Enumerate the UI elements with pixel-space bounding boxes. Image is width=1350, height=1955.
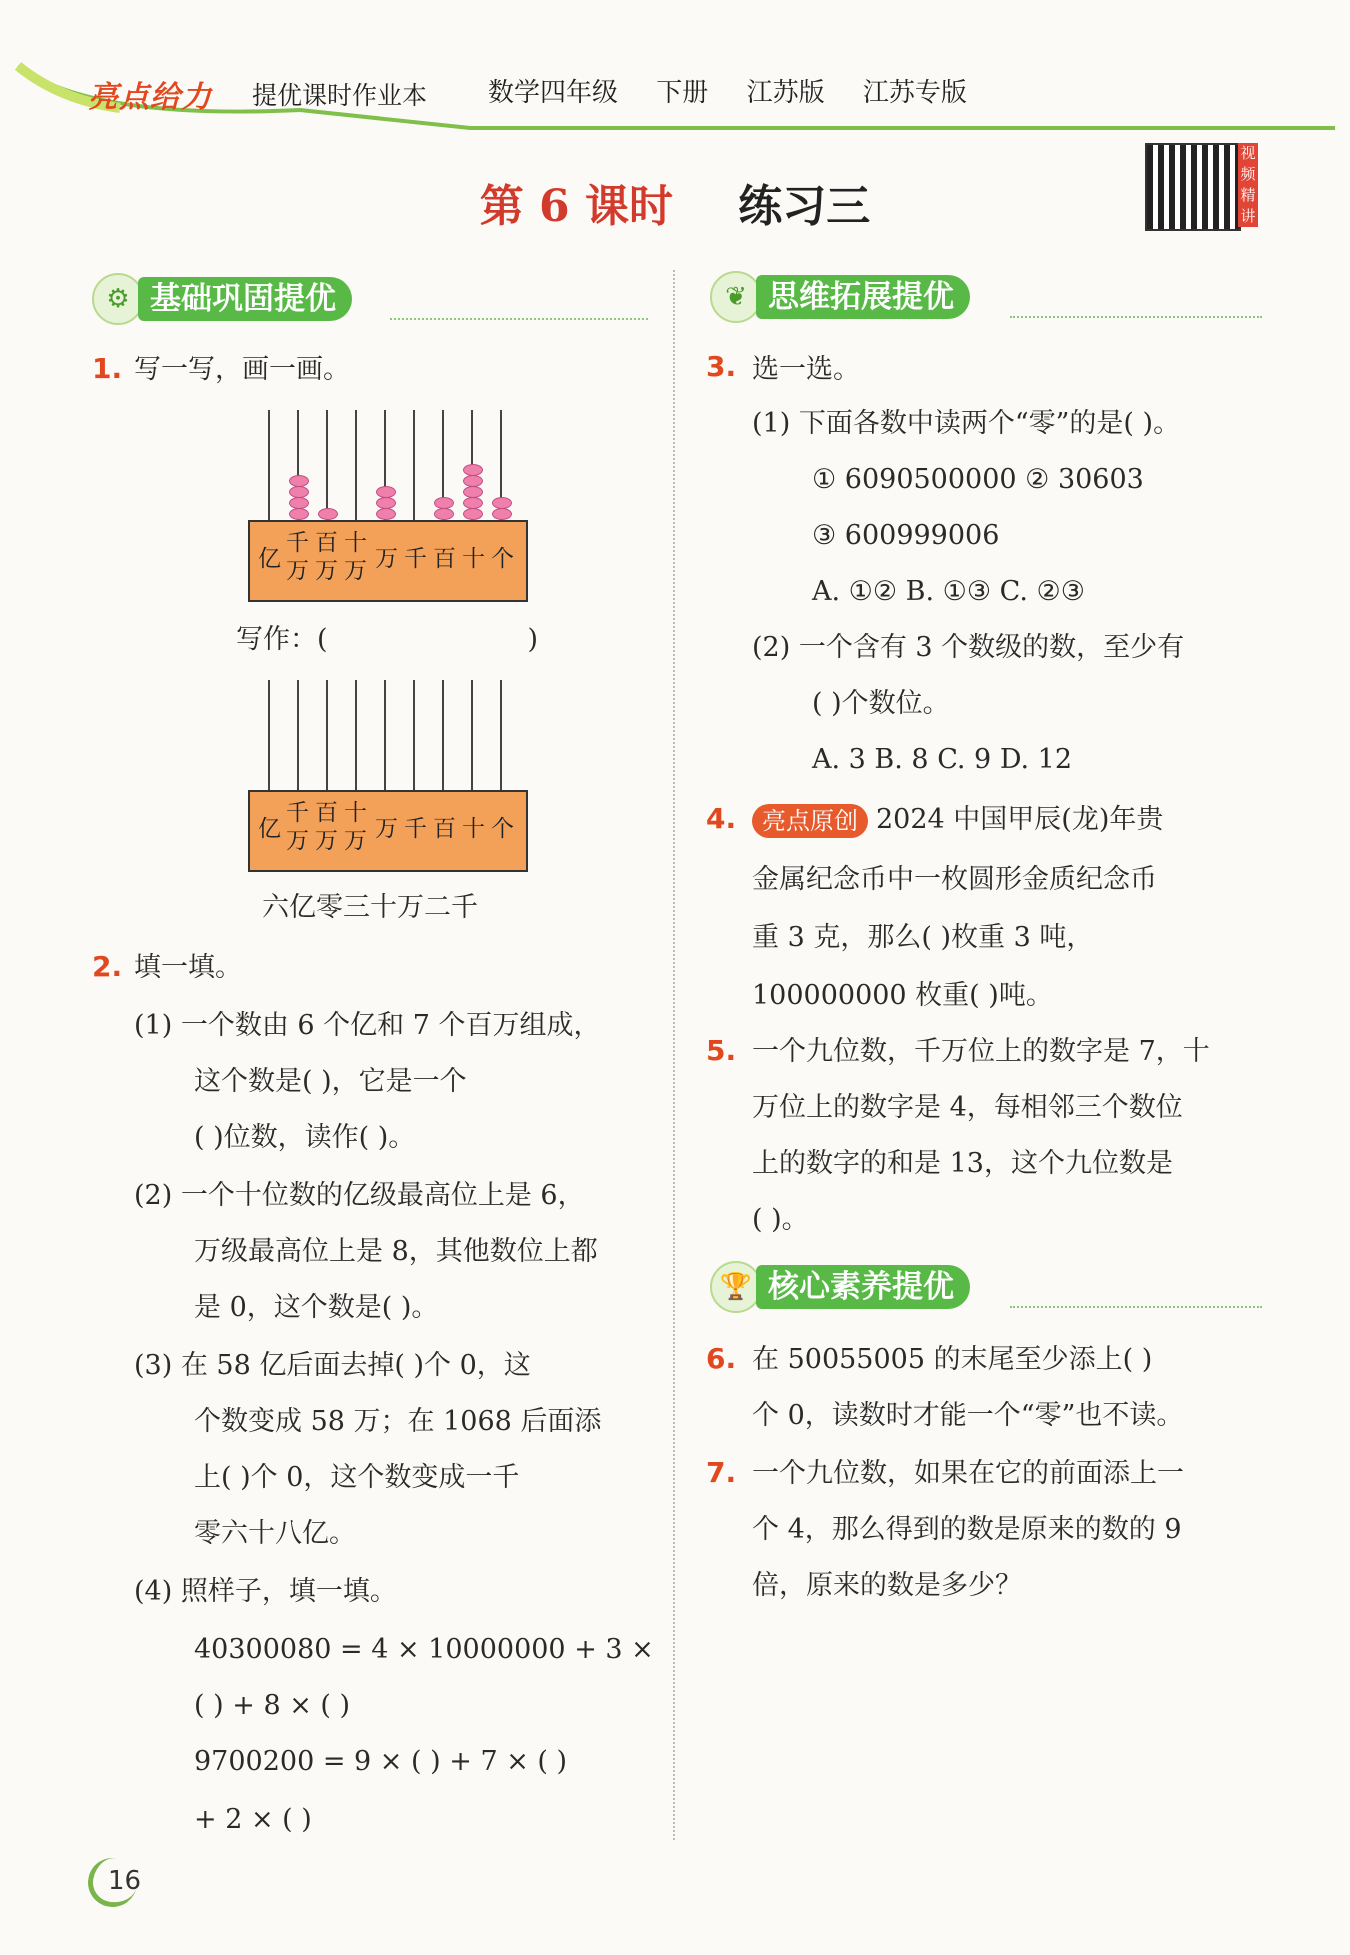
q4-line: 重 3 克，那么( )枚重 3 吨， <box>752 922 1094 953</box>
q2-text: 填一填。 <box>134 952 242 983</box>
abacus-bead <box>463 497 483 509</box>
abacus-bead <box>318 508 338 520</box>
q4-line <box>752 800 1163 840</box>
abacus-bead <box>289 497 309 509</box>
special-edition-label: 江苏专版 <box>862 78 967 108</box>
edition-label: 江苏版 <box>746 78 825 108</box>
q2-4-line: + 2 × ( ) <box>194 1804 312 1835</box>
column-divider <box>673 270 675 1840</box>
video-tag: 视频精讲 <box>1238 143 1258 227</box>
place-label: 千 <box>404 546 427 572</box>
q6-number: 6. <box>706 1342 737 1375</box>
q7-line: 个 4，那么得到的数是原来的数的 9 <box>752 1514 1182 1545</box>
q7-number: 7. <box>706 1456 737 1489</box>
brand-logo: 亮点给力 <box>88 80 212 115</box>
abacus-bead <box>492 508 512 520</box>
section-core-rule <box>1010 1306 1262 1308</box>
abacus-bead <box>376 486 396 498</box>
section-thinking-rule <box>1010 316 1262 318</box>
q4-line-text: 2024 中国甲辰(龙)年贵 <box>876 804 1164 835</box>
write-close: ) <box>527 624 539 655</box>
place-label: 十 <box>344 800 367 826</box>
place-label: 万 <box>375 816 398 842</box>
q1-number: 1. <box>92 352 123 385</box>
place-label: 十 <box>462 816 485 842</box>
q3-1-options: ③ 600999006 <box>812 520 1000 551</box>
place-label: 个 <box>491 546 514 572</box>
trophy-icon: 🏆 <box>710 1261 762 1313</box>
q3-number: 3. <box>706 350 737 383</box>
q2-2-line: (2) 一个十位数的亿级最高位上是 6， <box>134 1180 585 1211</box>
place-label: 百 <box>315 530 338 556</box>
q4-line: 100000000 枚重( )吨。 <box>752 980 1053 1011</box>
q2-number: 2. <box>92 950 123 983</box>
q6-line: 个 0，读数时才能一个“零”也不读。 <box>752 1400 1184 1431</box>
q5-line: 上的数字的和是 13，这个九位数是 <box>752 1148 1173 1179</box>
q4-line: 金属纪念币中一枚圆形金质纪念币 <box>752 864 1157 895</box>
place-label: 千 <box>404 816 427 842</box>
page-number: 16 <box>108 1866 142 1896</box>
place-label: 万 <box>286 828 309 854</box>
place-label: 万 <box>286 558 309 584</box>
section-core-label: 核心素养提优 <box>756 1265 970 1309</box>
place-label: 十 <box>462 546 485 572</box>
q2-4-line: 9700200 = 9 × ( ) + 7 × ( ) <box>194 1746 568 1777</box>
q2-1-line: 这个数是( )，它是一个 <box>194 1066 467 1097</box>
q1-text: 写一写，画一画。 <box>134 354 350 385</box>
section-core <box>710 1264 970 1310</box>
volume-label: 下册 <box>656 78 709 108</box>
brand-subtitle: 提优课时作业本 <box>252 81 428 110</box>
abacus-bead <box>289 508 309 520</box>
section-basic-rule <box>390 318 648 320</box>
original-badge: 亮点原创 <box>752 804 868 838</box>
q5-line: 一个九位数，千万位上的数字是 7，十 <box>752 1036 1210 1067</box>
abacus-bead <box>434 497 454 509</box>
q7-line: 一个九位数，如果在它的前面添上一 <box>752 1458 1184 1489</box>
abacus-bead <box>289 486 309 498</box>
lesson-number: 第 6 课时 <box>479 181 673 232</box>
place-yi: 亿 <box>258 546 281 572</box>
abacus-bead <box>463 486 483 498</box>
section-basic-label: 基础巩固提优 <box>138 277 352 321</box>
q5-line: ( )。 <box>752 1204 809 1235</box>
place-label: 千 <box>286 800 309 826</box>
abacus-bead <box>434 508 454 520</box>
section-thinking <box>710 274 970 320</box>
q2-4-line: 40300080 = 4 × 10000000 + 3 × <box>194 1634 654 1665</box>
q4-number: 4. <box>706 802 737 835</box>
q3-2-line: (2) 一个含有 3 个数级的数，至少有 <box>752 632 1185 663</box>
place-label: 万 <box>315 558 338 584</box>
q3-text: 选一选。 <box>752 354 860 385</box>
place-label: 千 <box>286 530 309 556</box>
q2-4-line: (4) 照样子，填一填。 <box>134 1576 397 1607</box>
abacus-bead <box>492 497 512 509</box>
abacus-bead <box>463 464 483 476</box>
q3-2-line: ( )个数位。 <box>812 688 950 719</box>
q2-1-line: ( )位数，读作( )。 <box>194 1122 416 1153</box>
q2-2-line: 是 0，这个数是( )。 <box>194 1292 439 1323</box>
lesson-topic: 练习三 <box>738 181 871 232</box>
sprout-icon: ❦ <box>710 271 762 323</box>
q2-4-line: ( ) + 8 × ( ) <box>194 1690 351 1721</box>
q1-write-prompt <box>236 620 538 660</box>
q2-2-line: 万级最高位上是 8，其他数位上都 <box>194 1236 598 1267</box>
q2-3-line: 上( )个 0，这个数变成一千 <box>194 1462 520 1493</box>
abacus-bead <box>289 475 309 487</box>
place-label: 万 <box>344 828 367 854</box>
q2-3-line: 零六十八亿。 <box>194 1518 356 1549</box>
place-yi: 亿 <box>258 816 281 842</box>
place-label: 万 <box>344 558 367 584</box>
q2-3-line: (3) 在 58 亿后面去掉( )个 0，这 <box>134 1350 531 1381</box>
abacus-2 <box>248 680 528 870</box>
q3-1-options: ① 6090500000 ② 30603 <box>812 464 1144 495</box>
abacus-bead <box>463 475 483 487</box>
place-label: 个 <box>491 816 514 842</box>
place-label: 万 <box>315 828 338 854</box>
subject-label: 数学四年级 <box>488 78 619 108</box>
q3-2-choices: A. 3 B. 8 C. 9 D. 12 <box>812 744 1073 775</box>
header-info <box>488 72 997 109</box>
place-label: 百 <box>433 546 456 572</box>
place-label: 百 <box>433 816 456 842</box>
q7-line: 倍，原来的数是多少？ <box>752 1570 1022 1601</box>
section-basic <box>92 276 352 322</box>
q2-3-line: 个数变成 58 万；在 1068 后面添 <box>194 1406 602 1437</box>
write-label: 写作：( <box>236 624 328 655</box>
q2-1-line: (1) 一个数由 6 个亿和 7 个百万组成， <box>134 1010 601 1041</box>
abacus-bead <box>376 508 396 520</box>
qr-code-icon[interactable] <box>1145 143 1241 231</box>
abacus-2-caption: 六亿零三十万二千 <box>262 892 478 923</box>
place-label: 万 <box>375 546 398 572</box>
place-label: 百 <box>315 800 338 826</box>
place-label: 十 <box>344 530 367 556</box>
q6-line: 在 50055005 的末尾至少添上( ) <box>752 1344 1153 1375</box>
q3-1-line: (1) 下面各数中读两个“零”的是( )。 <box>752 408 1181 439</box>
gear-icon: ⚙ <box>92 273 144 325</box>
abacus-1 <box>248 410 528 600</box>
q5-line: 万位上的数字是 4，每相邻三个数位 <box>752 1092 1183 1123</box>
q5-number: 5. <box>706 1034 737 1067</box>
abacus-bead <box>463 508 483 520</box>
section-thinking-label: 思维拓展提优 <box>756 275 970 319</box>
abacus-bead <box>376 497 396 509</box>
q3-1-choices: A. ①② B. ①③ C. ②③ <box>812 576 1085 607</box>
